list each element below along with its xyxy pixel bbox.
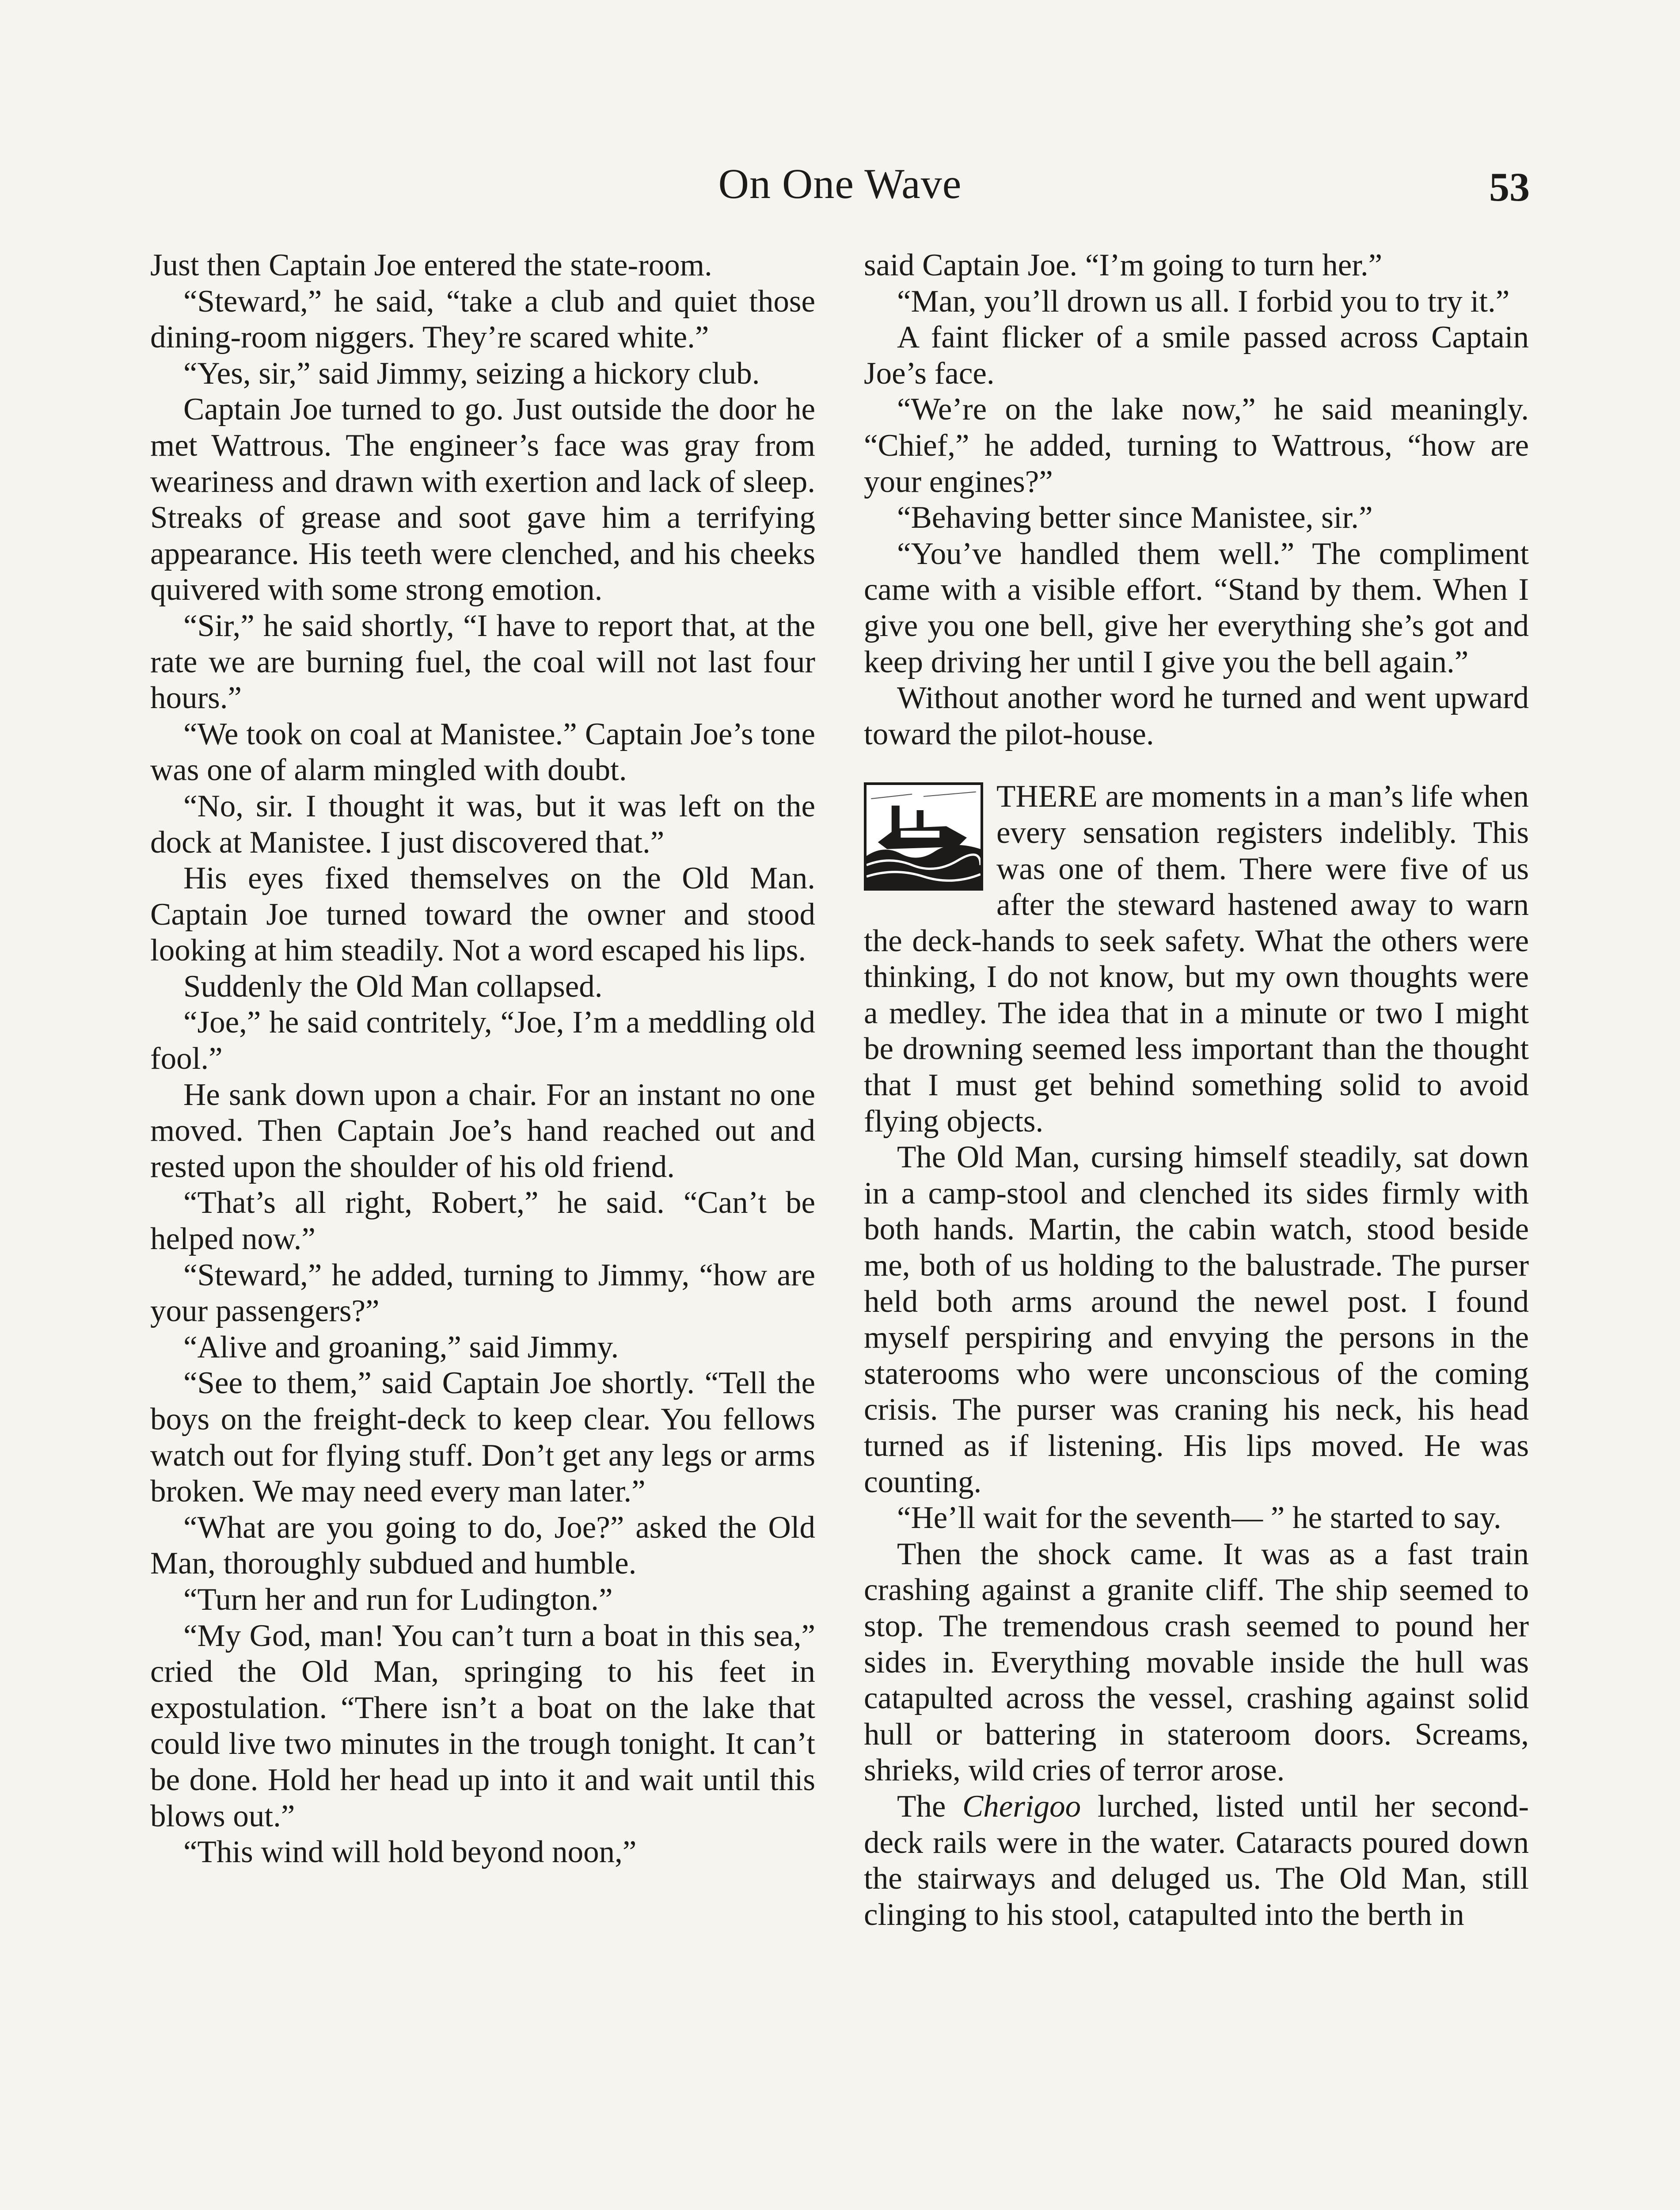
section-opening-paragraph bbox=[864, 779, 1529, 1139]
paragraph: “My God, man! You can’t turn a boat in this sea,” cried the Old Man, springing to his feet in expostulation. “There isn’t a boat on the lake that could live two minutes in the trough tonight. It can’t be done. Hold her head up into it and wait until this blows out.” bbox=[150, 1618, 815, 1833]
paragraph: “Steward,” he added, turning to Jimmy, “how are your passengers?” bbox=[150, 1257, 815, 1329]
running-title: On One Wave bbox=[718, 160, 962, 207]
paragraph: “Turn her and run for Ludington.” bbox=[183, 1582, 613, 1617]
page-header bbox=[0, 159, 1680, 221]
paragraph: Captain Joe turned to go. Just outside the door he met Wattrous. The engineer’s face was gray from weariness and drawn with exertion and lack of sleep. Streaks of grease and soot gave him a terrifying appearance. His teeth were clenched, and his cheeks quivered with some strong emotion. bbox=[150, 392, 815, 607]
paragraph: “Yes, sir,” said Jimmy, seizing a hickory club. bbox=[183, 356, 760, 391]
paragraph: He sank down upon a chair. For an instant no one moved. Then Captain Joe’s hand reached out and rested upon the shoulder of his old friend. bbox=[150, 1077, 815, 1184]
paragraph: “Sir,” he said shortly, “I have to report that, at the rate we are burning fuel, the coal will not last four hours.” bbox=[150, 608, 815, 716]
left-column bbox=[150, 248, 815, 1871]
paragraph bbox=[864, 1789, 1529, 1933]
paragraph: Suddenly the Old Man collapsed. bbox=[183, 969, 603, 1004]
ship-name: Cherigoo bbox=[962, 1789, 1081, 1824]
paragraph: A faint flicker of a smile passed across Captain Joe’s face. bbox=[864, 320, 1529, 391]
paragraph: “No, sir. I thought it was, but it was left on the dock at Manistee. I just discovered that.” bbox=[150, 789, 815, 860]
paragraph: “Behaving better since Manistee, sir.” bbox=[897, 500, 1373, 535]
right-column bbox=[864, 248, 1529, 1933]
paragraph: “What are you going to do, Joe?” asked the Old Man, thoroughly subdued and humble. bbox=[150, 1510, 815, 1581]
paragraph: “See to them,” said Captain Joe shortly. “Tell the boys on the freight-deck to keep clear. You fellows watch out for flying stuff. Don’t get any legs or arms broken. We may need every man later.” bbox=[150, 1366, 815, 1509]
paragraph: “Alive and groaning,” said Jimmy. bbox=[183, 1330, 619, 1364]
paragraph-continuation: said Captain Joe. “I’m going to turn her.” bbox=[864, 248, 1383, 282]
paragraph: Then the shock came. It was as a fast train crashing against a granite cliff. The ship seemed to stop. The tremendous crash seemed to pound her sides in. Everything movable inside the hull was catapulted across the vessel, crashing against solid hull or battering in stateroom doors. Screams, shrieks, wild cries of terror arose. bbox=[864, 1536, 1529, 1788]
paragraph: “You’ve handled them well.” The compliment came with a visible effort. “Stand by them. When I give you one bell, give her everything she’s got and keep driving her until I give you the bell again.” bbox=[864, 536, 1529, 679]
paragraph: “We’re on the lake now,” he said meaningly. “Chief,” he added, turning to Wattrous, “how are your engines?” bbox=[864, 392, 1529, 499]
ship-on-waves-icon bbox=[864, 782, 983, 891]
paragraph: “He’ll wait for the seventh— ” he started to say. bbox=[897, 1501, 1501, 1536]
paragraph: “That’s all right, Robert,” he said. “Can’t be helped now.” bbox=[150, 1185, 815, 1257]
paragraph: “This wind will hold beyond noon,” bbox=[183, 1835, 637, 1870]
paragraph: Without another word he turned and went upward toward the pilot-house. bbox=[864, 681, 1529, 751]
paragraph: “Man, you’ll drown us all. I forbid you to try it.” bbox=[897, 284, 1510, 319]
paragraph: “Steward,” he said, “take a club and quiet those dining-room niggers. They’re scared white.” bbox=[150, 284, 815, 355]
page-number: 53 bbox=[1489, 164, 1530, 210]
paragraph: Just then Captain Joe entered the state-room. bbox=[150, 248, 712, 282]
paragraph: “Joe,” he said contritely, “Joe, I’m a meddling old fool.” bbox=[150, 1005, 815, 1076]
paragraph: His eyes fixed themselves on the Old Man. Captain Joe turned toward the owner and stood looking at him steadily. Not a word escaped his lips. bbox=[150, 861, 815, 968]
section-opening-text: THERE are moments in a man’s life when every sensation registers indelibly. This was one of them. There were five of us after the steward hastened away to warn the deck-hands to seek safety. What the others were thinking, I do not know, but my own thoughts were a medley. The idea that in a minute or two I might be drowning seemed less important than the thought that I must get behind something solid to avoid flying objects. bbox=[864, 779, 1529, 1139]
paragraph: The Old Man, cursing himself steadily, sat down in a camp-stool and clenched its sides firmly with both hands. Martin, the cabin watch, stood beside me, both of us holding to the balustrade. The purser held both arms around the newel post. I found myself perspiring and envying the persons in the staterooms who were unconscious of the coming crisis. The purser was craning his neck, his head turned as if listening. His lips moved. He was counting. bbox=[864, 1140, 1529, 1499]
text-run: The bbox=[897, 1789, 946, 1824]
text-run: lurched, listed until her second-deck rails were in the water. Cataracts poured down the stairways and deluged us. The Old Man, still clinging to his stool, catapulted into the berth in bbox=[864, 1789, 1529, 1932]
paragraph: “We took on coal at Manistee.” Captain Joe’s tone was one of alarm mingled with doubt. bbox=[150, 716, 815, 788]
